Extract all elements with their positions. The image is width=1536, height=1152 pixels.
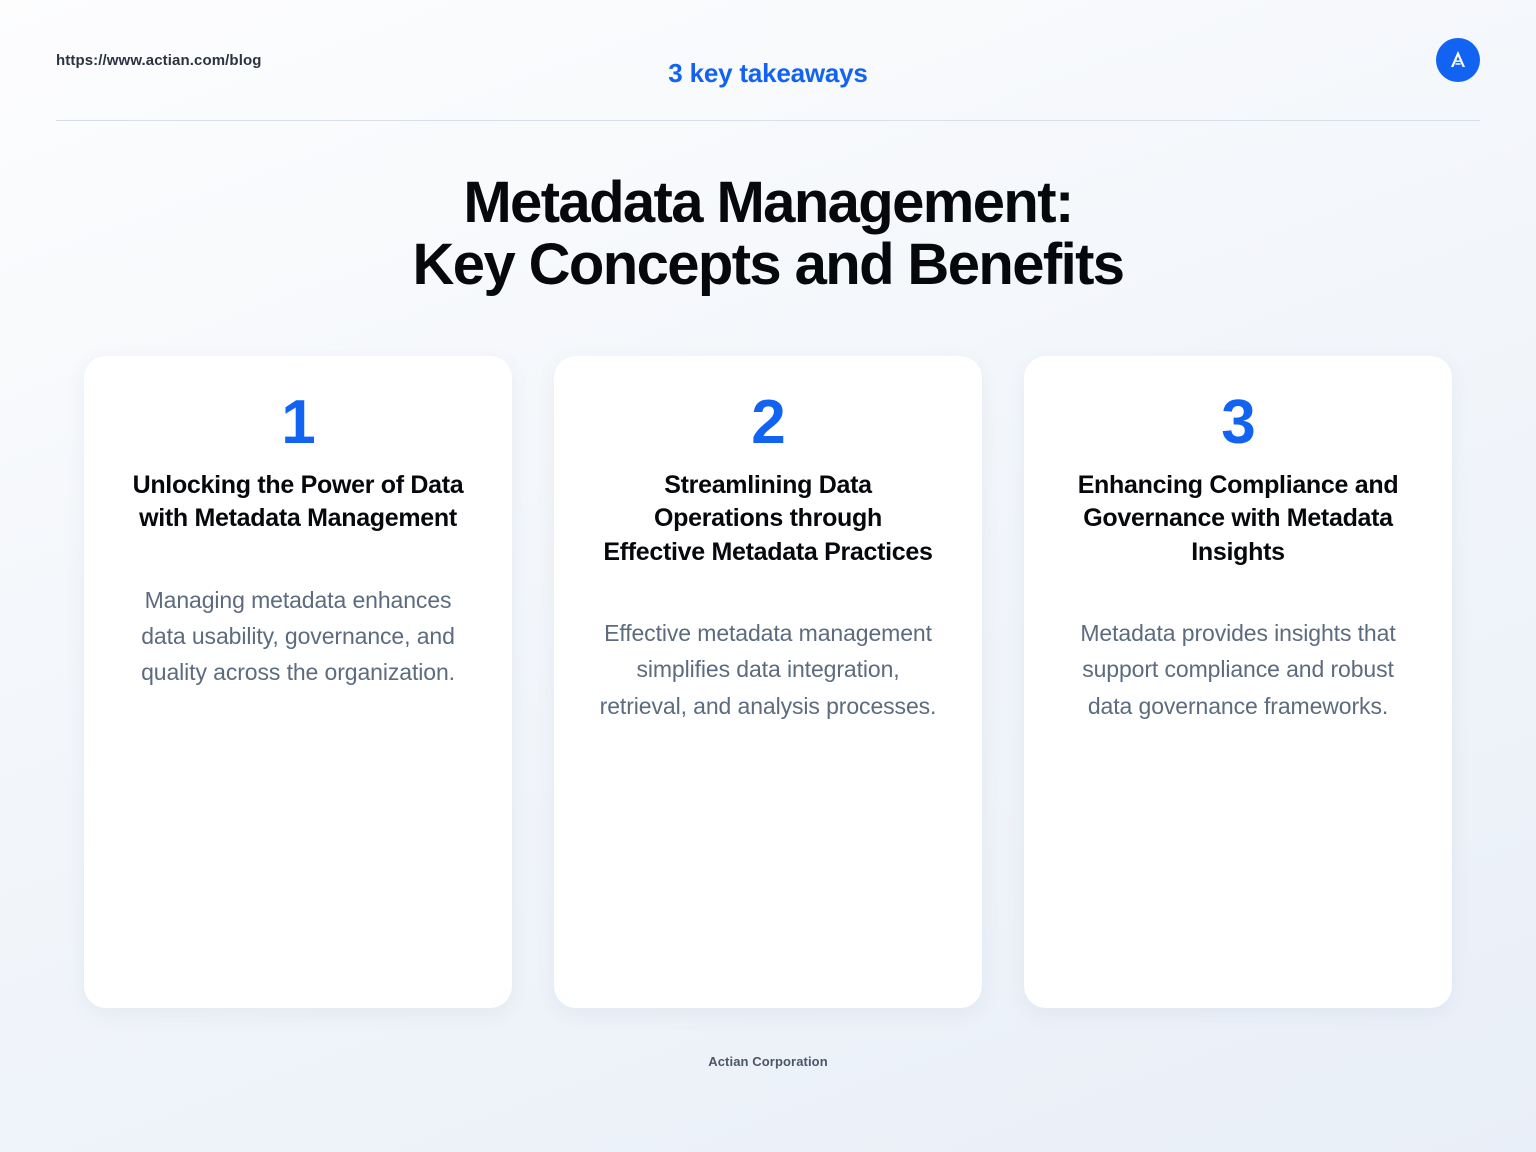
takeaway-card: [554, 356, 982, 1008]
blog-url[interactable]: https://www.actian.com/blog: [56, 51, 262, 69]
card-body: Metadata provides insights that support compliance and robust data governance frameworks.: [1080, 619, 1396, 719]
page-title-line-2: Key Concepts and Benefits: [412, 232, 1124, 298]
card-heading: Enhancing Compliance and Governance with Metadata Insights: [1077, 471, 1399, 566]
takeaway-card: [1024, 356, 1452, 1008]
card-number: 1: [281, 388, 315, 458]
page-title-line-1: Metadata Management:: [463, 170, 1073, 235]
takeaway-cards: [0, 356, 1536, 1008]
card-heading: Streamlining Data Operations through Effective Metadata Practices: [603, 471, 933, 566]
card-body: Managing metadata enhances data usability, governance, and quality across the organization.: [141, 586, 455, 686]
takeaway-card: [84, 356, 512, 1008]
page-title: [0, 172, 1536, 296]
takeaways-title: 3 key takeaways: [668, 58, 868, 88]
card-number: 3: [1221, 388, 1255, 458]
footer-attribution: Actian Corporation: [708, 1054, 828, 1070]
card-body: Effective metadata management simplifies data integration, retrieval, and analysis processes.: [599, 619, 937, 719]
card-heading: Unlocking the Power of Data with Metadata Management: [132, 471, 464, 533]
card-number: 2: [751, 388, 785, 458]
actian-logo-icon: [1436, 38, 1480, 82]
page-header: [0, 0, 1536, 120]
header-divider: [56, 120, 1480, 121]
